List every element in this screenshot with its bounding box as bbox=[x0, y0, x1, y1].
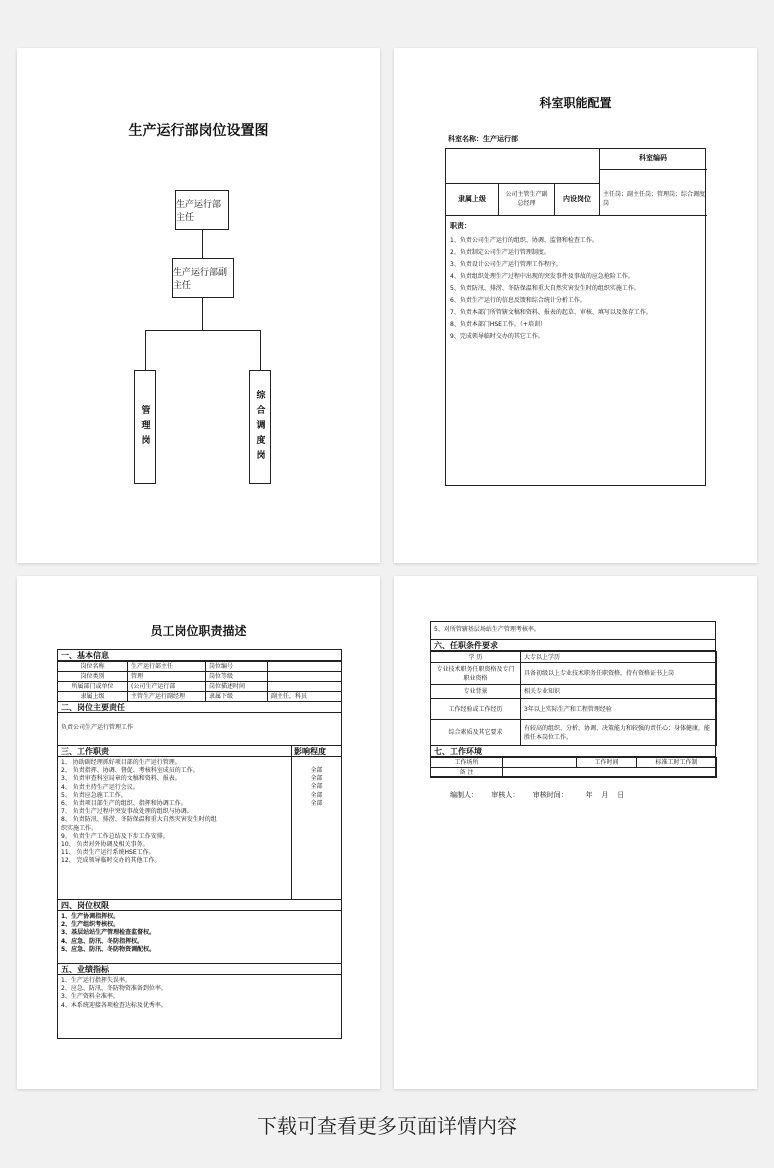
job-duty-item: 11、 负责生产运行系统HSE工作。 bbox=[61, 849, 155, 857]
info-cell: 岗位名称 bbox=[58, 662, 128, 672]
duties-block bbox=[58, 757, 341, 900]
section-requirements: 六、任职条件要求 bbox=[431, 640, 715, 651]
kpi-item: 4、本系统迎接各项检查达标及优秀率。 bbox=[61, 1001, 167, 1009]
info-cell: 所属部门或单位 bbox=[58, 682, 128, 692]
job-duty-item: 织实施工作。 bbox=[61, 824, 98, 832]
superior-value: 公司主管生产副总经理 bbox=[505, 191, 548, 207]
req-value: 相关专业知识 bbox=[521, 685, 717, 699]
job-duty-item: 10、 负责对外协调及相关事务。 bbox=[61, 841, 149, 849]
req-label: 学 历 bbox=[431, 652, 521, 663]
env-cell: 工作场所 bbox=[431, 758, 503, 768]
info-cell: 岗位编号 bbox=[206, 662, 268, 672]
job-duty-item: 9、 负责生产工作总结及下步工作安排。 bbox=[61, 832, 169, 840]
org-chart-page bbox=[17, 48, 380, 563]
connector-line bbox=[145, 330, 260, 331]
connector-line bbox=[145, 330, 146, 370]
env-cell: 标准工时工作制 bbox=[637, 758, 717, 768]
environment-grid bbox=[430, 757, 717, 778]
function-config-title: 科室职能配置 bbox=[539, 96, 612, 110]
signature-line: 编制人： 审核人： 审核时间： 年 月 日 bbox=[450, 791, 625, 799]
cell-divider bbox=[599, 169, 707, 170]
req-row bbox=[431, 663, 717, 685]
job-duty-item: 12、 完成领导临时交办的其他工作。 bbox=[61, 857, 161, 865]
section-duties: 三、工作职责 bbox=[61, 747, 109, 756]
info-cell bbox=[268, 672, 342, 682]
continued-kpi: 5、对所管辖基层场站生产管理考核率。 bbox=[431, 622, 715, 640]
job-duty-item: 2、 负责指挥、协调、督促、考核科室成员的工作。 bbox=[61, 767, 199, 775]
info-row bbox=[58, 672, 342, 682]
info-cell: (公司生产运行部 bbox=[128, 682, 206, 692]
req-value: 大专以上学历 bbox=[521, 652, 717, 663]
function-config-page bbox=[394, 48, 757, 563]
job-duty-item: 7、 负责生产过程中突发事故处理的组织与协调。 bbox=[61, 808, 193, 816]
remark-label: 备 注 bbox=[431, 768, 503, 778]
job-description-title: 员工岗位职责描述 bbox=[150, 624, 247, 638]
req-label: 工作经验或工作经历 bbox=[431, 699, 521, 720]
req-row bbox=[431, 685, 717, 699]
requirements-table bbox=[430, 621, 716, 777]
duty-item: 9、完成领导临时交办的其它工作。 bbox=[450, 333, 544, 340]
section-rights: 四、岗位权限 bbox=[58, 900, 341, 911]
kpi-list bbox=[58, 975, 341, 1012]
section-basic-info: 一、基本信息 bbox=[58, 650, 341, 661]
env-cell bbox=[503, 758, 577, 768]
duties-label: 职责： bbox=[450, 222, 471, 230]
section-main-duty: 二、岗位主要责任 bbox=[58, 702, 341, 713]
info-cell: 生产运行部主任 bbox=[128, 662, 206, 672]
org-node-management-post: 管理岗 bbox=[134, 370, 156, 484]
impact-label: 影响程度 bbox=[294, 747, 326, 756]
env-cell: 工作时间 bbox=[577, 758, 637, 768]
job-description-table bbox=[57, 649, 342, 1039]
duty-item: 1、负责公司生产运行的组织、协调、监督和检查工作。 bbox=[450, 237, 598, 244]
job-duty-item: 1、 协助副经理抓好项目部的生产运行管理。 bbox=[61, 759, 181, 766]
info-cell bbox=[268, 682, 342, 692]
cell-divider bbox=[446, 183, 599, 184]
right-item: 2、生产组织考核权。 bbox=[61, 921, 120, 929]
section-duties-header bbox=[58, 746, 341, 757]
kpi-item: 3、生产资料全准率。 bbox=[61, 993, 119, 1001]
right-item: 5、应急、防汛、冬防物资调配权。 bbox=[61, 945, 156, 953]
info-cell: 隶属上级 bbox=[58, 692, 128, 702]
kpi-item: 1、生产运行指挥失误率。 bbox=[61, 977, 131, 984]
info-cell bbox=[268, 662, 342, 672]
org-node-head: 生产运行部主任 bbox=[175, 190, 229, 230]
impact-item: 全部 bbox=[310, 767, 323, 774]
info-row bbox=[58, 682, 342, 692]
duty-item: 3、负责设计公司生产运行管理工作程序。 bbox=[450, 261, 562, 268]
impact-item: 全部 bbox=[310, 783, 323, 791]
section-kpis: 五、业绩指标 bbox=[58, 964, 341, 975]
req-row bbox=[431, 720, 717, 746]
requirements-page bbox=[394, 576, 757, 1089]
function-table bbox=[445, 148, 706, 486]
right-item: 4、应急、防汛、冬防指挥权。 bbox=[61, 937, 144, 945]
job-duty-item: 4、 负责主持生产运行会议。 bbox=[61, 783, 139, 791]
download-hint: 下载可查看更多页面详情内容 bbox=[257, 1114, 517, 1138]
section-environment: 七、工作环境 bbox=[431, 746, 715, 757]
superior-label: 隶属上级 bbox=[458, 195, 486, 203]
connector-line bbox=[260, 330, 261, 370]
job-duty-item: 8、 负责防汛、排涝、冬防保温和重大自然灾害发生时的组 bbox=[61, 816, 217, 824]
cell-divider bbox=[291, 746, 292, 757]
impact-list bbox=[292, 767, 341, 808]
job-duty-item: 3、 负责审查科室局章的文稿和资料、报表。 bbox=[61, 775, 181, 783]
duty-item: 6、负责生产运行的信息反馈和综合统计分析工作。 bbox=[450, 297, 586, 304]
req-label: 专业技术职务任职资格及专门职业资格 bbox=[431, 663, 521, 685]
right-item: 3、基层站站生产管理检查监督权。 bbox=[61, 929, 156, 937]
impact-item: 全部 bbox=[310, 799, 323, 807]
req-value: 具备初级以上专业技术职务任职资格，持有资格证书上岗 bbox=[521, 663, 717, 685]
posts-label: 内设岗位 bbox=[563, 195, 591, 203]
requirements-grid bbox=[430, 651, 717, 746]
posts-value: 主任岗；副主任岗；管理岗；综合调度岗 bbox=[603, 191, 706, 207]
duty-item: 8、负责本部门HSE工作。（+培训） bbox=[450, 321, 546, 328]
req-value: 有较高的组织、分析、协调、决策能力和较强的责任心；身体健康，能胜任本岗位工作。 bbox=[521, 720, 717, 746]
right-item: 1、生产协调指挥权。 bbox=[61, 913, 120, 920]
req-label: 综合素质及其它要求 bbox=[431, 720, 521, 746]
cell-divider bbox=[446, 215, 707, 216]
duties-list bbox=[450, 235, 652, 343]
impact-item: 全部 bbox=[310, 791, 323, 799]
org-node-dispatch-post: 综合调度岗 bbox=[249, 370, 271, 484]
duty-item: 4、负责组织处理生产过程中出现的突发事件及事故的应急抢险工作。 bbox=[450, 273, 634, 280]
kpi-item: 2、应急、防汛、冬防物资准备到位率。 bbox=[61, 985, 167, 993]
req-value: 3年以上实际生产和工程管理经验 bbox=[521, 699, 717, 720]
duty-item: 7、负责本部门所管辖文稿和资料、报表的起草、审核、填写以及保存工作。 bbox=[450, 309, 652, 316]
main-duty-text: 负责公司生产运行管理工作 bbox=[58, 713, 341, 746]
info-row bbox=[58, 662, 342, 672]
env-row bbox=[431, 758, 717, 768]
basic-info-table bbox=[57, 661, 342, 702]
duty-item: 5、负责防汛、排涝、冬防保温和重大自然灾害发生时的组织实施工作。 bbox=[450, 285, 640, 292]
connector-line bbox=[202, 230, 203, 258]
info-cell: 管理 bbox=[128, 672, 206, 682]
info-cell: 岗位描述时间 bbox=[206, 682, 268, 692]
info-cell: 副主任，科员 bbox=[268, 692, 342, 702]
dept-code-label: 科室编码 bbox=[639, 154, 667, 162]
dept-name-label: 科室名称：生产运行部 bbox=[448, 135, 518, 143]
org-node-deputy: 生产运行部副主任 bbox=[172, 258, 234, 298]
impact-item: 全部 bbox=[310, 775, 323, 783]
req-row bbox=[431, 652, 717, 663]
connector-line bbox=[202, 298, 203, 330]
info-cell: 隶属下级 bbox=[206, 692, 268, 702]
job-duty-item: 6、 负责项目部生产的组织、指挥和协调工作。 bbox=[61, 800, 187, 808]
org-chart-title: 生产运行部岗位设置图 bbox=[128, 123, 269, 139]
info-row bbox=[58, 692, 342, 702]
remark-value bbox=[503, 768, 717, 778]
job-description-page bbox=[17, 576, 380, 1089]
job-duty-item: 5、 负责应急施工工作。 bbox=[61, 791, 127, 799]
rights-list bbox=[58, 911, 341, 964]
info-cell: 岗位类别 bbox=[58, 672, 128, 682]
info-cell: 主管生产运行副经理 bbox=[128, 692, 206, 702]
duty-item: 2、负责制定公司生产运行管理制度。 bbox=[450, 249, 550, 256]
req-row bbox=[431, 699, 717, 720]
remark-row bbox=[431, 768, 717, 778]
req-label: 专业背景 bbox=[431, 685, 521, 699]
job-duties-list bbox=[61, 759, 217, 866]
info-cell: 岗位等级 bbox=[206, 672, 268, 682]
